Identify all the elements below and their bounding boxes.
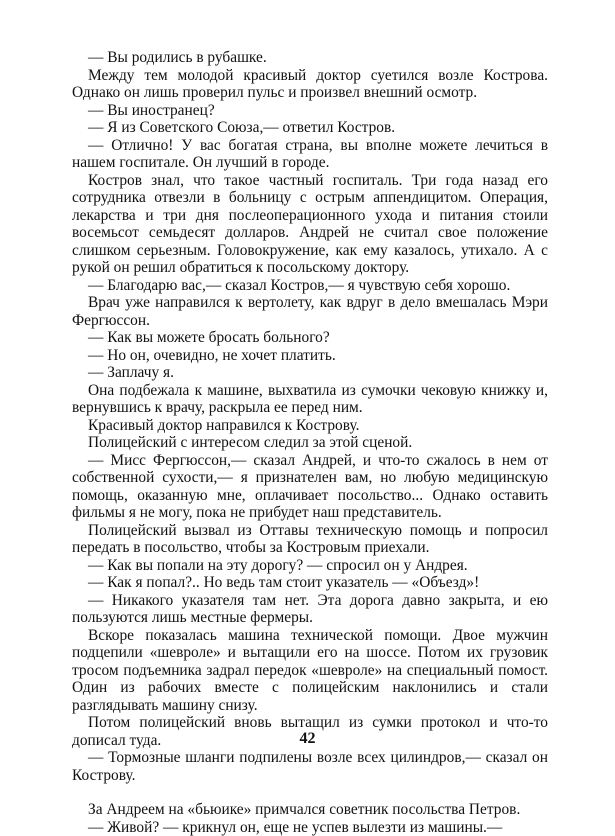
paragraph: Потом полицейский вновь вытащил из сумки протокол и что-то дописал туда. — [72, 714, 548, 749]
paragraph: — Как вы можете бросать больного? — [72, 329, 548, 347]
paragraph: Костров знал, что такое частный госпиталь. Три года назад его сотрудника отвезли в больницу с острым аппендицитом. Операция, лекарства и три дня послеоперационного ухода и питания стоили восемьсот семьдесят долларов. Андрей не считал свое положение слишком серьезным. Головокружение, как ему казалось, утихало. А с рукой он решил обратиться к посольскому доктору. — [72, 172, 548, 277]
page-number: 42 — [0, 730, 615, 748]
page-text — [72, 49, 548, 836]
paragraph: — Вы иностранец? — [72, 102, 548, 120]
paragraph: — Заплачу я. — [72, 364, 548, 382]
paragraph: — Как я попал?.. Но ведь там стоит указатель — «Объезд»! — [72, 574, 548, 592]
paragraph: За Андреем на «бьюике» примчался советник посольства Петров. — [72, 801, 548, 819]
paragraph: — Никакого указателя там нет. Эта дорога давно закрыта, и ею пользуются лишь местные фермеры. — [72, 592, 548, 627]
paragraph: — Вы родились в рубашке. — [72, 49, 548, 67]
paragraph: Между тем молодой красивый доктор суетился возле Кострова. Однако он лишь проверил пульс и произвел внешний осмотр. — [72, 67, 548, 102]
paragraph: Красивый доктор направился к Кострову. — [72, 417, 548, 435]
paragraph: Полицейский с интересом следил за этой сценой. — [72, 434, 548, 452]
paragraph: — Живой? — крикнул он, еще не успев вылезти из машины.— — [72, 819, 548, 836]
paragraph: — Но он, очевидно, не хочет платить. — [72, 347, 548, 365]
paragraph: Вскоре показалась машина технической помощи. Двое мужчин подцепили «шевроле» и вытащили его на шоссе. Потом их грузовик тросом подъемника задрал передок «шевроле» на специальный помост. Один из рабочих вместе с полицейским наклонились и стали разглядывать машину снизу. — [72, 627, 548, 715]
paragraph: Врач уже направился к вертолету, как вдруг в дело вмешалась Мэри Фергюссон. — [72, 294, 548, 329]
paragraph: — Я из Советского Союза,— ответил Костров. — [72, 119, 548, 137]
paragraph: — Как вы попали на эту дорогу? — спросил он у Андрея. — [72, 557, 548, 575]
paragraph: — Благодарю вас,— сказал Костров,— я чувствую себя хорошо. — [72, 277, 548, 295]
paragraph: — Мисс Фергюссон,— сказал Андрей, и что-то сжалось в нем от собственной сухости,— я признателен вам, но любую медицинскую помощь, оказанную мне, оплачивает посольство... Однако оставить фильмы я не могу, пока не прибудет наш представитель. — [72, 452, 548, 522]
paragraph: Полицейский вызвал из Оттавы техническую помощь и попросил передать в посольство, чтобы за Костровым приехали. — [72, 522, 548, 557]
paragraph: Она подбежала к машине, выхватила из сумочки чековую книжку и, вернувшись к врачу, раскрыла ее перед ним. — [72, 382, 548, 417]
paragraph: — Тормозные шланги подпилены возле всех цилиндров,— сказал он Кострову. — [72, 749, 548, 784]
paragraph: — Отлично! У вас богатая страна, вы вполне можете лечиться в нашем госпитале. Он лучший в городе. — [72, 137, 548, 172]
